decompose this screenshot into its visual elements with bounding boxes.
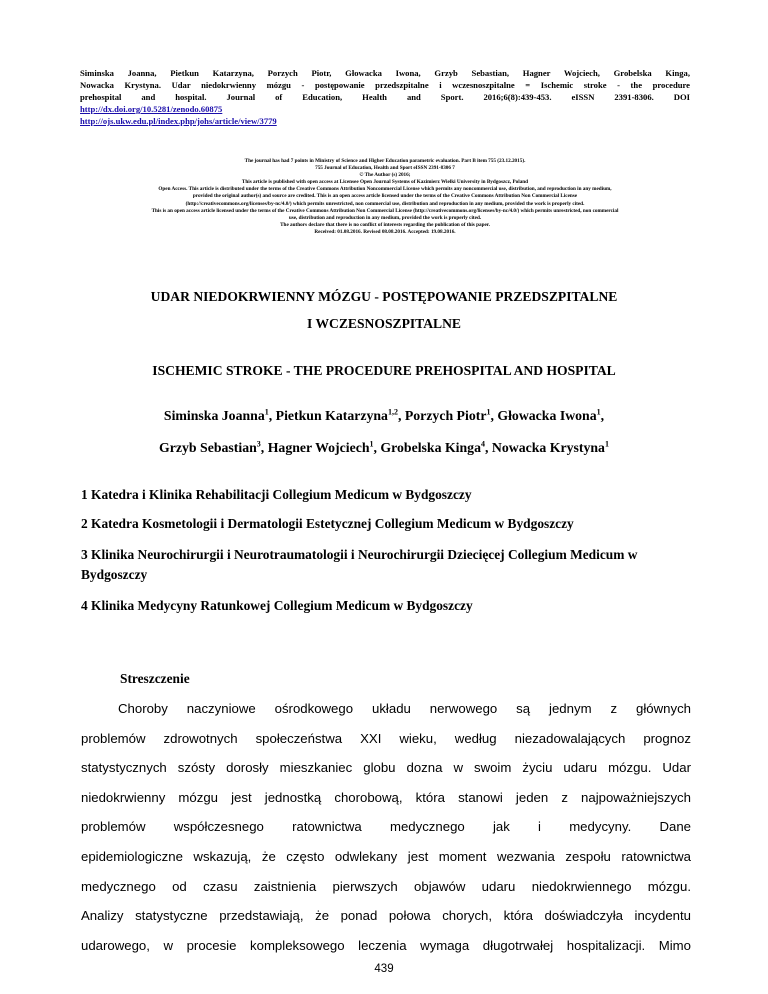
notice-line: This is an open access article licensed under the terms of the Creative Commons Attribution Non Commercial License (http://creativecommons.org/licenses/by-nc/4.0/) which permits unrestricted, non commercial — [151, 207, 619, 214]
author-separator: , — [600, 408, 605, 423]
author-affiliation-number: 1,2 — [387, 407, 398, 417]
author-affiliation-number: 3 — [256, 439, 261, 449]
ojs-link[interactable]: http://ojs.ukw.edu.pl/index.php/johs/article/view/3779 — [80, 116, 277, 126]
author-separator: , — [260, 440, 268, 455]
author-name: Grzyb Sebastian — [159, 440, 257, 455]
abstract-line: problemów zdrowotnych społeczeństwa XXI wieku, według niezadowalających prognoz — [81, 730, 691, 746]
author-name: Porzych Piotr — [404, 408, 487, 423]
author-affiliation-number: 1 — [596, 407, 601, 417]
abstract-line: Choroby naczyniowe ośrodkowego układu nerwowego są jednym z głównych — [118, 701, 691, 716]
author-affiliation-number: 4 — [480, 439, 485, 449]
author-name: Pietkun Katarzyna — [275, 408, 388, 423]
notice-line: This article is published with open access at Licensee Open Journal Systems of Kazimierz Wielki University in Bydgoszcz, Poland — [241, 179, 529, 186]
authors-line-2 — [0, 432, 768, 464]
notice-line: use, distribution and reproduction in any medium, provided the work is properly cited. — [288, 214, 482, 221]
abstract-line: epidemiologiczne wskazują, że często odwlekany jest moment wezwania zespołu ratownictwa — [81, 848, 691, 864]
abstract-line: statystycznych szósty dorosły mieszkaniec globu dozna w swoim życiu udaru mózgu. Udar — [81, 760, 691, 776]
abstract-line: niedokrwienny mózgu jest jednostką chorobową, która stanowi jeden z najpoważniejszych — [81, 789, 691, 805]
abstract-line: medycznego od czasu zaistnienia pierwszych objawów udaru niedokrwiennego mózgu. — [81, 878, 691, 894]
abstract-line: Analizy statystyczne przedstawiają, że ponad połowa chorych, która doświadczyła incydentu — [81, 908, 691, 924]
title-english: ISCHEMIC STROKE - THE PROCEDURE PREHOSPITAL AND HOSPITAL — [152, 363, 616, 378]
author-separator: , — [373, 440, 381, 455]
notice-line: The authors declare that there is no conflict of interests regarding the publication of this paper. — [280, 221, 490, 228]
affiliation-2: 2 Katedra Kosmetologii i Dermatologii Estetycznej Collegium Medicum w Bydgoszczy — [81, 516, 574, 531]
abstract-line: problemów współczesnego ratownictwa medycznego jak i medycyny. Dane — [81, 819, 691, 835]
title-polish-line-2: I WCZESNOSZPITALNE — [307, 316, 461, 331]
notice-line: provided the original author(s) and source are credited. This is an open access article licensed under the terms of the Creative Commons Attribution Non Commercial License — [192, 193, 578, 200]
notice-line: 755 Journal of Education, Health and Sport eISSN 2391-8306 7 — [315, 165, 455, 172]
affiliation-1: 1 Katedra i Klinika Rehabilitacji Collegium Medicum w Bydgoszczy — [81, 487, 472, 502]
citation-line: Siminska Joanna, Pietkun Katarzyna, Porzych Piotr, Głowacka Iwona, Grzyb Sebastian, Hagner Wojciech, Grobelska Kinga, — [80, 68, 690, 78]
citation-line: Nowacka Krystyna. Udar niedokrwienny mózgu - postępowanie przedszpitalne i wczesnoszpitalne = Ischemic stroke - the procedure — [80, 80, 690, 90]
abstract-line: udarowego, w procesie kompleksowego leczenia wymaga długotrwałej hospitalizacji. Mimo — [81, 937, 691, 953]
author-separator: , — [484, 440, 492, 455]
author-affiliation-number: 1 — [486, 407, 491, 417]
title-polish-line-1: UDAR NIEDOKRWIENNY MÓZGU - POSTĘPOWANIE PRZEDSZPITALNE — [150, 289, 618, 304]
journal-notice — [40, 158, 730, 236]
affiliation-4: 4 Klinika Medycyny Ratunkowej Collegium Medicum w Bydgoszczy — [81, 598, 473, 613]
author-name: Siminska Joanna — [163, 408, 265, 423]
authors-line-1 — [0, 400, 768, 432]
abstract-body — [81, 694, 691, 960]
affiliation-3: 3 Klinika Neurochirurgii i Neurotraumatologii i Neurochirurgii Dziecięcej Collegium Medicum w Bydgoszczy — [81, 547, 638, 582]
page-number: 439 — [374, 963, 394, 975]
author-separator: , — [397, 408, 405, 423]
author-affiliation-number: 1 — [369, 439, 374, 449]
author-separator: , — [268, 408, 276, 423]
author-name: Nowacka Krystyna — [491, 440, 605, 455]
author-name: Hagner Wojciech — [267, 440, 370, 455]
author-affiliation-number: 1 — [264, 407, 269, 417]
author-name: Głowacka Iwona — [497, 408, 597, 423]
notice-line: The journal has had 7 points in Ministry of Science and Higher Education parametric evaluation. Part B item 755 (23.12.2015). — [244, 158, 526, 164]
author-name: Grobelska Kinga — [380, 440, 481, 455]
notice-line: (http://creativecommons.org/licenses/by-nc/4.0/) which permits unrestricted, non commercial use, distribution and reproduction in any medium, provided the work is properly cited. — [185, 200, 585, 207]
citation-block — [80, 67, 690, 127]
citation-line: prehospital and hospital. Journal of Education, Health and Sport. 2016;6(8):439-453. eISSN 2391-8306. DOI — [80, 92, 690, 102]
author-affiliation-number: 1 — [604, 439, 609, 449]
notice-line: Open Access. This article is distributed under the terms of the Creative Commons Attribution Noncommercial License which permits any noncommercial use, distribution, and reproduction in any medium, — [158, 186, 612, 193]
notice-line: © The Author (s) 2016; — [359, 172, 411, 179]
author-separator: , — [490, 408, 498, 423]
notice-line: Received: 01.08.2016. Revised 08.08.2016. Accepted: 19.08.2016. — [314, 228, 456, 235]
abstract-heading: Streszczenie — [120, 671, 190, 686]
doi-link[interactable]: http://dx.doi.org/10.5281/zenodo.60875 — [80, 104, 223, 114]
